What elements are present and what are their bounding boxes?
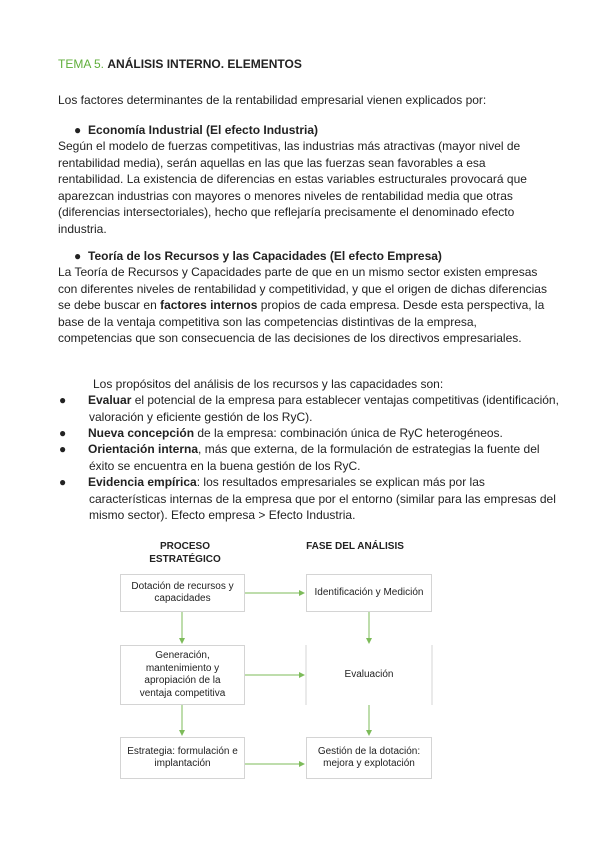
bullet-icon: ●	[74, 249, 82, 263]
purpose-item-bold: Evaluar	[88, 393, 132, 407]
diagram-left-header: PROCESO ESTRATÉGICO	[149, 541, 221, 565]
purpose-item-text: : los resultados empresariales se explican más por las características internas de la empresa que por el entorno (similar para las empresas del mismo sector). Efecto empresa > Efecto Industria.	[89, 475, 556, 522]
bullet-icon: ●	[59, 442, 67, 456]
intro-paragraph: Los factores determinantes de la rentabilidad empresarial vienen explicados por:	[58, 93, 487, 107]
diagram-box-identificacion: Identificación y Medición	[306, 574, 432, 612]
purpose-item	[59, 474, 559, 524]
section1-heading-text: Economía Industrial (El efecto Industria)	[88, 123, 319, 137]
bullet-icon: ●	[59, 426, 67, 440]
purpose-item-bold: Nueva concepción	[88, 426, 195, 440]
bullet-icon: ●	[74, 123, 82, 137]
purpose-item	[59, 392, 559, 425]
title-number: TEMA 5.	[58, 57, 108, 71]
section2-heading-text: Teoría de los Recursos y las Capacidades (El efecto Empresa)	[88, 249, 442, 263]
section2-body-after: propios de cada empresa. Desde esta perspectiva, la base de la ventaja competitiva son las competencias distintivas de la empresa, competencias que son consecuencia de las decisiones de los directivos empresariales.	[58, 298, 545, 345]
bullet-icon: ●	[59, 475, 67, 489]
diagram-right-header: FASE DEL ANÁLISIS	[306, 541, 404, 552]
diagram-box-gestion: Gestión de la dotación: mejora y explotación	[306, 737, 432, 779]
section2-body-before: La Teoría de Recursos y Capacidades parte de que en un mismo sector existen empresas con diferentes niveles de rentabilidad y competitividad, y que el origen de dichas diferencias se debe buscar en	[58, 265, 547, 312]
purposes-intro: Los propósitos del análisis de los recursos y las capacidades son:	[93, 377, 444, 391]
title-text: ANÁLISIS INTERNO. ELEMENTOS	[107, 57, 302, 71]
diagram-box-estrategia: Estrategia: formulación e implantación	[120, 737, 245, 779]
diagram-box-dotacion: Dotación de recursos y capacidades	[120, 574, 245, 612]
purpose-item-text: de la empresa: combinación única de RyC heterogéneos.	[194, 426, 503, 440]
section2-body-bold: factores internos	[160, 298, 258, 312]
purpose-item	[59, 441, 559, 474]
diagram-box-generacion: Generación, mantenimiento y apropiación de la ventaja competitiva	[120, 645, 245, 705]
diagram-box-evaluacion: Evaluación	[344, 668, 394, 680]
bullet-icon: ●	[59, 393, 67, 407]
purpose-item	[59, 425, 559, 442]
section1-body: Según el modelo de fuerzas competitivas, las industrias más atractivas (mayor nivel de rentabilidad media), serán aquellas en las que las fuerzas sean favorables a esa rentabilidad. La existencia de diferencias en estas variables estructurales provocará que aparezcan industrias con mayores o menores niveles de rentabilidad media que otras (diferencias intersectoriales), hecho que reflejaría precisamente el denominado efecto industria.	[58, 139, 527, 236]
purpose-item-bold: Orientación interna	[88, 442, 199, 456]
purpose-item-text: el potencial de la empresa para establecer ventajas competitivas (identificación, valoración y eficiente gestión de los RyC).	[89, 393, 559, 424]
purpose-item-text: , más que externa, de la formulación de estrategias la fuente del éxito se encuentra en la buena gestión de los RyC.	[89, 442, 540, 473]
page-title	[58, 57, 302, 71]
purpose-item-bold: Evidencia empírica	[88, 475, 197, 489]
section2-heading	[74, 249, 442, 263]
section1-heading	[74, 123, 318, 137]
section2-body	[58, 264, 548, 347]
